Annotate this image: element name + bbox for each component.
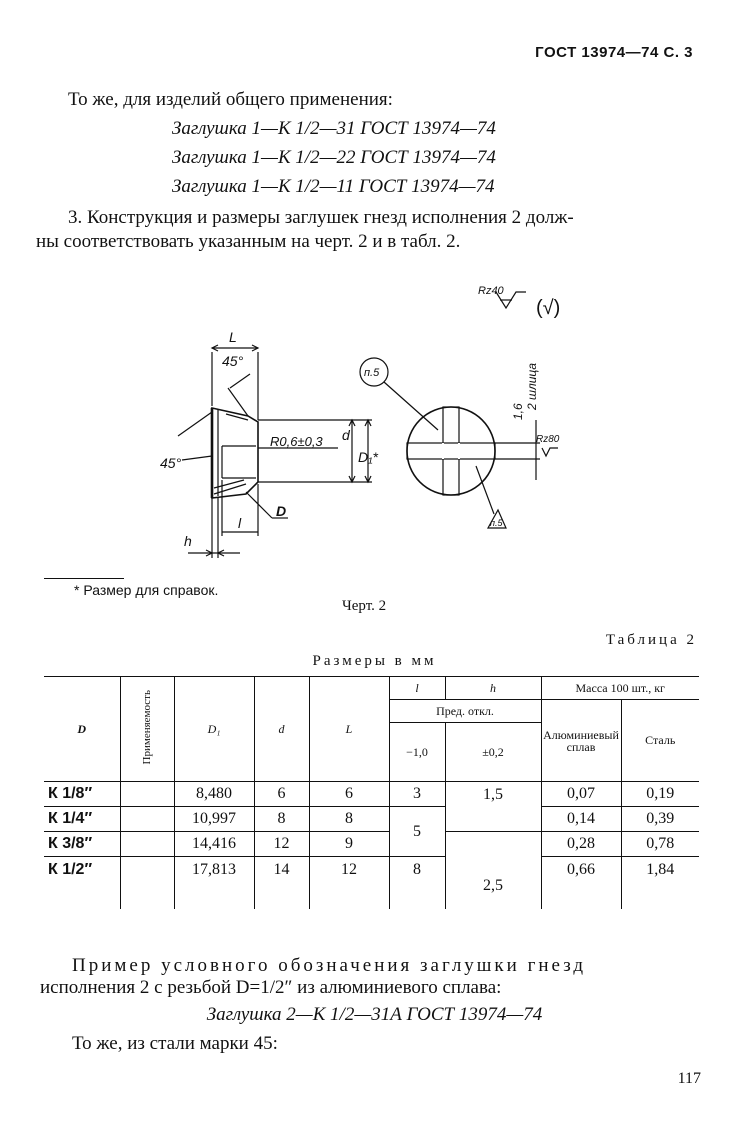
header-tolerance: Пред. откл.	[389, 700, 541, 723]
dim-D: D	[276, 503, 287, 519]
row-1-al: 0,07	[541, 782, 621, 807]
header-aluminium: Алюминиевый сплав	[541, 700, 621, 782]
angle-top: 45°	[222, 353, 244, 369]
dim-l: l	[238, 515, 242, 531]
row-3-d: 12	[254, 832, 309, 857]
row-4-l: 8	[389, 857, 445, 910]
row-3-L: 9	[309, 832, 389, 857]
row-2-steel: 0,39	[621, 807, 699, 832]
designation-example-1: Заглушка 1—К 1/2—31 ГОСТ 13974—74	[172, 118, 496, 139]
header-l: l	[389, 677, 445, 700]
row-3-steel: 0,78	[621, 832, 699, 857]
dimensions-table	[44, 676, 699, 909]
header-L: L	[309, 677, 389, 782]
row-1-d: 6	[254, 782, 309, 807]
radius-label: R0,6±0,3	[270, 434, 323, 449]
dim-D1: D₁*	[358, 449, 378, 465]
slot-width: 1,6	[511, 403, 525, 420]
intro-line: То же, для изделий общего применения:	[68, 89, 393, 110]
roughness-check: (√)	[536, 297, 561, 319]
row-2-D: К 1/4″	[44, 807, 120, 832]
technical-drawing	[0, 270, 749, 600]
row-4-D1: 17,813	[174, 857, 254, 910]
figure-caption: Черт. 2	[342, 598, 387, 614]
row-2-D1: 10,997	[174, 807, 254, 832]
row-1-steel: 0,19	[621, 782, 699, 807]
designation-example-2: Заглушка 1—К 1/2—22 ГОСТ 13974—74	[172, 147, 496, 168]
row-3-D1: 14,416	[174, 832, 254, 857]
row-1-D: К 1/8″	[44, 782, 120, 807]
angle-left: 45°	[160, 455, 182, 471]
row-1-l: 3	[389, 782, 445, 807]
header-tol-h: ±0,2	[445, 723, 541, 782]
paragraph-3-line-2: ны соответствовать указанным на черт. 2 и в табл. 2.	[36, 231, 461, 252]
dim-L: L	[229, 329, 237, 345]
row-3-D: К 3/8″	[44, 832, 120, 857]
row-2-al: 0,14	[541, 807, 621, 832]
footnote: * Размер для справок.	[74, 582, 219, 598]
header-steel: Сталь	[621, 700, 699, 782]
header-h: h	[445, 677, 541, 700]
dim-h: h	[184, 533, 192, 549]
row-1-h: 1,5	[445, 782, 541, 832]
row-1-D1: 8,480	[174, 782, 254, 807]
row-4-d: 14	[254, 857, 309, 910]
plug-side-view	[212, 408, 258, 498]
row-3-al: 0,28	[541, 832, 621, 857]
header-tol-l: −1,0	[389, 723, 445, 782]
roughness-label-top: Rz40	[478, 285, 504, 297]
ref-p5-top: п.5	[364, 367, 380, 379]
page-header: ГОСТ 13974—74 С. 3	[535, 44, 693, 61]
header-D: D	[44, 677, 120, 782]
row-2-l: 5	[389, 807, 445, 857]
paragraph-3-line-1: 3. Конструкция и размеры заглушек гнезд исполнения 2 долж-	[68, 207, 574, 228]
designation-example-3: Заглушка 1—К 1/2—11 ГОСТ 13974—74	[172, 176, 495, 197]
header-D1: D₁	[174, 677, 254, 782]
row-4-h: 2,5	[445, 832, 541, 910]
designation-example-4: Заглушка 2—К 1/2—31А ГОСТ 13974—74	[206, 1004, 543, 1025]
header-d: d	[254, 677, 309, 782]
row-4-al: 0,66	[541, 857, 621, 910]
row-2-d: 8	[254, 807, 309, 832]
row-1-L: 6	[309, 782, 389, 807]
roughness-slot: Rz80	[536, 434, 560, 445]
steel-line: То же, из стали марки 45:	[72, 1033, 278, 1054]
table-label: Таблица 2	[605, 632, 697, 648]
dim-d: d	[342, 427, 350, 443]
row-4-D: К 1/2″	[48, 861, 93, 878]
row-4-L: 12	[309, 857, 389, 910]
page-number: 117	[677, 1070, 701, 1087]
table-units-title: Размеры в мм	[312, 653, 437, 669]
slot-label: 2 шлица	[525, 362, 539, 410]
header-applicability: Применяемость	[141, 689, 153, 765]
example-heading: Пример условного обозначения заглушки гнезд	[72, 955, 587, 976]
example-line-2: исполнения 2 с резьбой D=1/2″ из алюминиевого сплава:	[40, 977, 502, 998]
ref-p5-bottom: п.5	[490, 518, 503, 528]
header-mass: Масса 100 шт., кг	[541, 677, 699, 700]
row-4-steel: 1,84	[621, 857, 699, 910]
footnote-divider	[44, 578, 124, 579]
row-2-L: 8	[309, 807, 389, 832]
